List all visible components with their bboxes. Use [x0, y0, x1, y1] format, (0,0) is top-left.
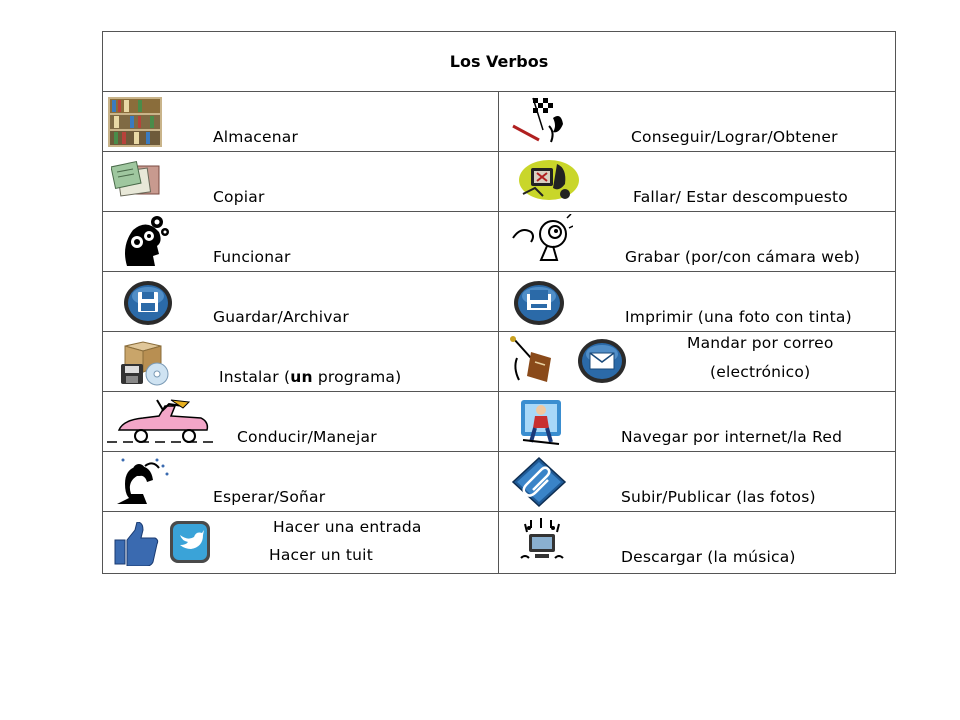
verb-label-pre: Instalar (	[219, 368, 291, 386]
paperclip-upload-icon	[511, 456, 567, 508]
checkered-flag-icon	[509, 96, 569, 144]
mail-letter-icon	[507, 336, 557, 388]
webcam-icon	[509, 214, 573, 268]
table-cell	[499, 212, 895, 271]
table-row	[103, 512, 895, 574]
verb-label	[219, 368, 401, 386]
table-row	[103, 152, 895, 212]
table-cell	[499, 152, 895, 211]
table-title: Los Verbos	[103, 32, 895, 92]
verb-label: Fallar/ Estar descompuesto	[633, 188, 848, 206]
verb-label: Copiar	[213, 188, 265, 206]
table-cell	[103, 92, 499, 151]
verb-label-bold: un	[290, 368, 313, 386]
facebook-like-icon	[113, 522, 161, 566]
verb-label-line1: Hacer una entrada	[273, 518, 422, 536]
table-cell	[103, 452, 499, 511]
install-box-icon	[119, 338, 171, 386]
table-row	[103, 332, 895, 392]
car-driving-icon	[107, 394, 217, 448]
verb-label: Conseguir/Lograr/Obtener	[631, 128, 838, 146]
music-download-icon	[517, 518, 567, 566]
gears-head-icon	[117, 214, 171, 270]
table-cell	[103, 392, 499, 451]
copy-documents-icon	[111, 160, 163, 200]
table-row	[103, 212, 895, 272]
dreaming-person-icon	[111, 456, 171, 508]
verb-label: Navegar por internet/la Red	[621, 428, 843, 446]
verb-label: Guardar/Archivar	[213, 308, 349, 326]
verb-label: Funcionar	[213, 248, 291, 266]
verb-label-post: programa)	[312, 368, 402, 386]
table-cell	[103, 152, 499, 211]
table-cell	[499, 92, 895, 151]
table-row	[103, 272, 895, 332]
printer-icon	[513, 280, 565, 326]
table-cell	[103, 332, 499, 391]
verbs-table	[102, 31, 896, 574]
table-cell	[103, 272, 499, 331]
verb-label: Conducir/Manejar	[237, 428, 377, 446]
verb-label: Esperar/Soñar	[213, 488, 326, 506]
save-floppy-icon	[123, 280, 173, 326]
table-cell	[103, 212, 499, 271]
verb-label: Almacenar	[213, 128, 299, 146]
verb-label-line2: (electrónico)	[710, 363, 811, 381]
verb-label: Imprimir (una foto con tinta)	[625, 308, 852, 326]
verb-label: Grabar (por/con cámara web)	[625, 248, 861, 266]
table-cell	[499, 392, 895, 451]
broken-computer-icon	[517, 158, 579, 204]
verb-label: Subir/Publicar (las fotos)	[621, 488, 816, 506]
table-row	[103, 452, 895, 512]
table-cell	[499, 272, 895, 331]
surfing-icon	[519, 396, 567, 448]
table-cell	[499, 452, 895, 511]
verb-label-line1: Mandar por correo	[687, 334, 834, 352]
table-cell	[103, 512, 499, 574]
twitter-icon	[169, 520, 211, 564]
table-cell	[499, 332, 895, 391]
table-row	[103, 392, 895, 452]
verb-label-line2: Hacer un tuit	[269, 546, 373, 564]
bookshelf-icon	[108, 97, 162, 147]
verb-label: Descargar (la música)	[621, 548, 796, 566]
table-row	[103, 92, 895, 152]
mail-envelope-icon	[577, 337, 627, 385]
table-cell	[499, 512, 895, 574]
